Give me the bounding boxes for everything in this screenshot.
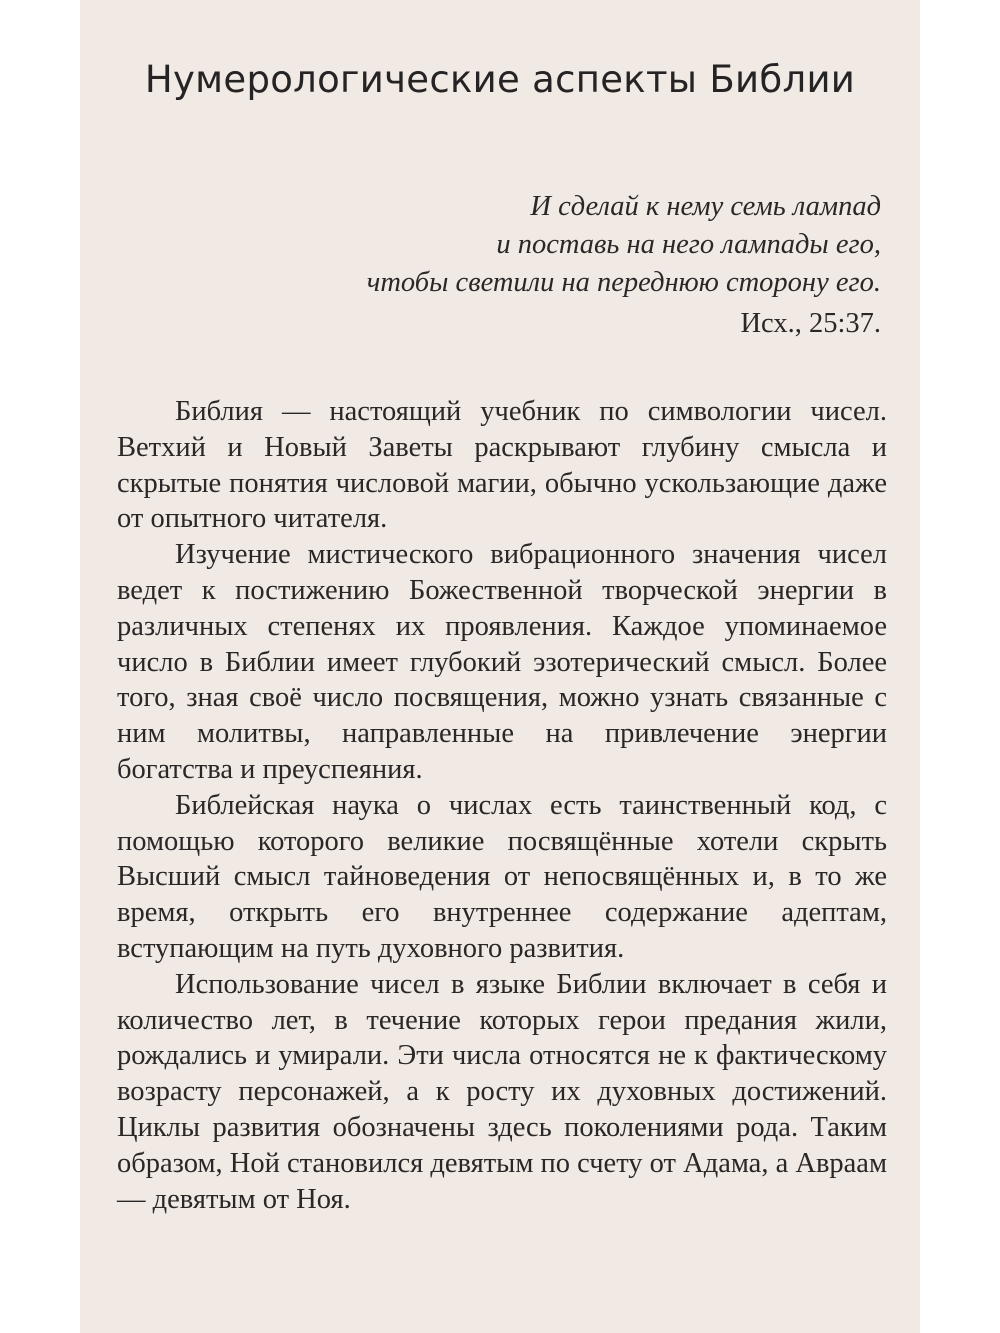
paragraph: Библия — настоящий учебник по символогии чисел. Ветхий и Новый Заветы раскрывают глубину смысла и скрытые понятия числовой магии, обычно ускользающие даже от опытного читателя. [117,396,887,535]
paragraph: Использование чисел в языке Библии включает в себя и количество лет, в течение которых герои предания жили, рождались и умирали. Эти числа относятся не к фактическому возрасту персонажей, а к росту их духовных достижений. Циклы развития обозначены здесь поколениями рода. Таким образом, Ной становился девятым по счету от Адама, а Авраам — девятым от Ноя. [117,968,887,1215]
epigraph-line: чтобы светили на переднюю сторону его. [366,267,881,298]
paragraph: Библейская наука о числах есть таинственный код, с помощью которого великие посвящённые хотели скрыть Высший смысл тайноведения от непосвящённых и, в то же время, открыть его внутреннее содержание адептам, вступающим на путь духовного развития. [117,789,887,964]
body-text [117,394,887,1217]
epigraph-line: и поставь на него лампады его, [496,229,881,260]
page-title: Нумерологические аспекты Библии [144,58,856,101]
epigraph-line: И сделай к нему семь лампад [530,191,881,222]
epigraph [367,188,881,343]
paragraph: Изучение мистического вибрационного значения чисел ведет к постижению Божественной творческой энергии в различных степенях их проявления. Каждое упоминаемое число в Библии имеет глубокий эзотерический смысл. Более того, зная своё число посвящения, можно узнать связанные с ним молитвы, направленные на привлечение энергии богатства и преуспеяния. [117,539,887,785]
book-page [80,0,920,1333]
epigraph-reference: Исх., 25:37. [740,308,881,339]
